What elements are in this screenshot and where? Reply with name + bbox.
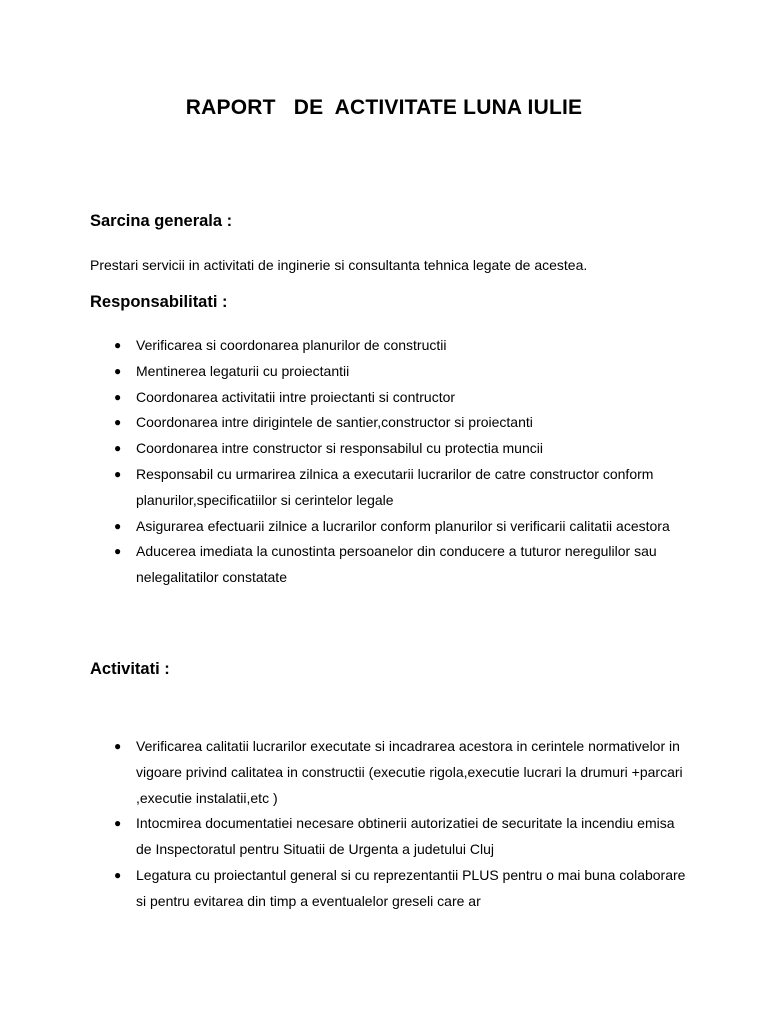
bullet-icon: ● [114, 518, 122, 533]
bullet-icon: ● [114, 441, 122, 456]
list-item: ● Mentinerea legaturii cu proiectantii [0, 359, 768, 385]
list-item: ● Aducerea imediata la cunostinta persoanelor din conducere a tuturor neregulilor sau nelegalitatilor constatate [0, 539, 768, 591]
bullet-icon: ● [114, 338, 122, 352]
activitati-list [0, 734, 768, 915]
bullet-icon: ● [114, 739, 122, 753]
list-item: ● Coordonarea intre constructor si responsabilul cu protectia muncii [0, 436, 768, 462]
list-item: ● Coordonarea intre dirigintele de santier,constructor si proiectanti [0, 410, 768, 436]
list-item: ● Coordonarea activitatii intre proiectanti si contructor [0, 385, 768, 411]
bullet-icon: ● [114, 466, 122, 481]
heading-responsabilitati: Responsabilitati : [90, 293, 228, 311]
sarcina-generala-text: Prestari servicii in activitati de inginerie si consultanta tehnica legate de acestea. [90, 257, 588, 273]
responsabilitati-list [0, 333, 768, 591]
list-item: ● Asigurarea efectuarii zilnice a lucrarilor conform planurilor si verificarii calitatii acestora [0, 514, 768, 540]
list-item: ● Legatura cu proiectantul general si cu reprezentantii PLUS pentru o mai buna colaborare si pentru evitarea din timp a eventualelor greseli care ar [0, 863, 768, 915]
list-item: ● Responsabil cu urmarirea zilnica a executarii lucrarilor de catre constructor conform planurilor,specificatiilor si cerintelor legale [0, 462, 768, 514]
bullet-icon: ● [114, 363, 122, 378]
heading-activitati: Activitati : [90, 660, 170, 678]
bullet-icon: ● [114, 816, 122, 831]
bullet-icon: ● [114, 544, 122, 559]
bullet-icon: ● [114, 415, 122, 430]
list-item: ● Intocmirea documentatiei necesare obtinerii autorizatiei de securitate la incendiu emisa de Inspectoratul pentru Situatii de Urgenta a judetului Cluj [0, 811, 768, 863]
document-title: RAPORT DE ACTIVITATE LUNA IULIE [185, 96, 583, 119]
list-item: ● Verificarea si coordonarea planurilor de constructii [0, 333, 768, 359]
heading-sarcina-generala: Sarcina generala : [90, 212, 233, 230]
list-item: ● Verificarea calitatii lucrarilor executate si incadrarea acestora in cerintele normativelor in vigoare privind calitatea in constructii (executie rigola,executie lucrari la drumuri +parcari ,executie instalatii,etc ) [0, 734, 768, 811]
bullet-icon: ● [114, 867, 122, 882]
bullet-icon: ● [114, 389, 122, 404]
